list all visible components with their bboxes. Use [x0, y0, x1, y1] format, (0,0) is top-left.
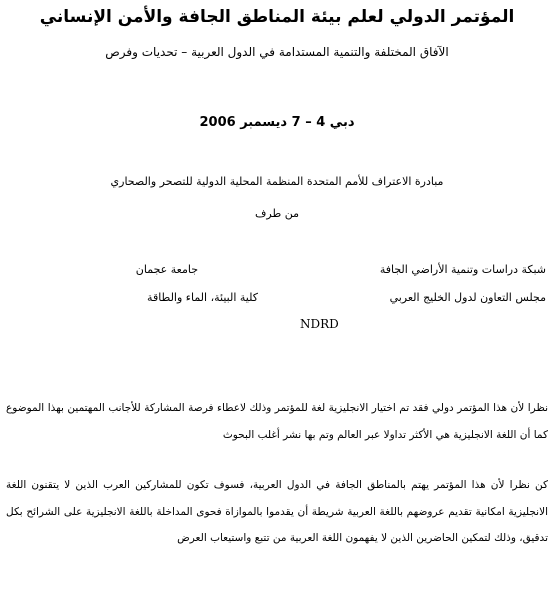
organizer-college-environment: كلية البيئة، الماء والطاقة: [147, 291, 258, 304]
organizer-acronym: NDRD: [300, 317, 339, 331]
organizer-drylands-network: شبكة دراسات وتنمية الأراضي الجافة: [379, 263, 546, 276]
organizer-gcc-council: مجلس التعاون لدول الخليج العربي: [389, 291, 546, 304]
conference-date: دبي 4 – 7 ديسمبر 2006: [199, 115, 355, 130]
initiative-line: مبادرة الاعتراف للأمم المتحدة المنظمة المحلية الدولية للتصحر والصحاري: [110, 175, 444, 188]
organized-by-label: من طرف: [255, 207, 299, 220]
body-paragraph-language: نظرا لأن هذا المؤتمر دولي فقد تم اختيار الانجليزية لغة للمؤتمر وذلك لاعطاء فرصة المشاركة للأجانب المهتمين بهذا الموضوع كما أن اللغة الانجليزية هي الأكثر تداولا عبر العالم وتم بها نشر أغلب البحوث: [6, 402, 548, 441]
conference-subtitle: الآفاق المختلفة والتنمية المستدامة في الدول العربية – تحديات وفرص: [105, 45, 449, 59]
organizer-ajman-university: جامعة عجمان: [135, 263, 198, 276]
body-paragraph-arabic-presenters: كن نظرا لأن هذا المؤتمر يهتم بالمناطق الجافة في الدول العربية، فسوف تكون للمشاركين العرب الذين لا يتقنون اللغة الانجليزية امكانية تقديم عروضهم باللغة العربية شريطة أن يقدموا بالموازاة فحوى المداخلة باللغة الانجليزية على الشرائح بكل تدقيق، وذلك لتمكين الحاضرين الذين لا يفهمون اللغة العربية من تتبع واستيعاب العرض: [6, 479, 548, 544]
conference-title: المؤتمر الدولي لعلم بيئة المناطق الجافة والأمن الإنساني: [39, 7, 515, 27]
